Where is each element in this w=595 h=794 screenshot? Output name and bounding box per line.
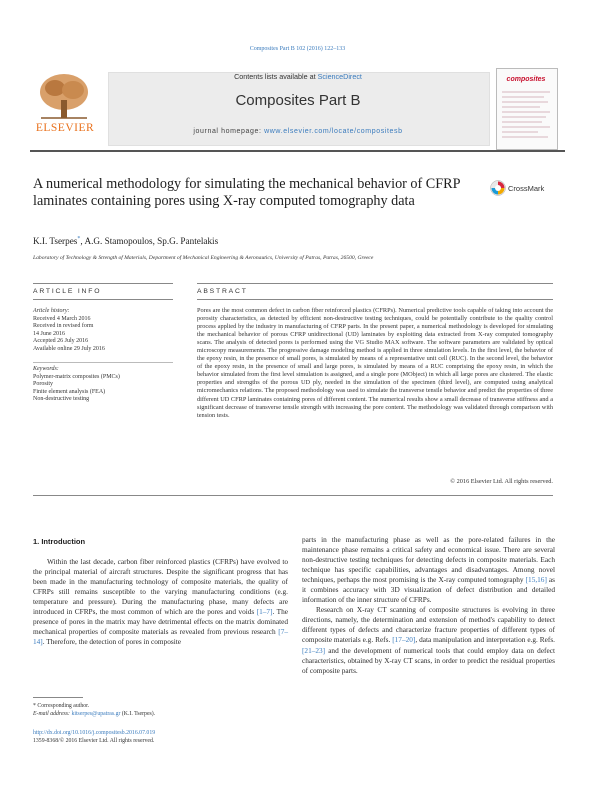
intro-text: . Therefore, the detection of pores in composite: [42, 637, 181, 647]
author-lead[interactable]: K.I. Tserpes: [33, 236, 78, 247]
homepage-prefix: journal homepage:: [193, 128, 265, 135]
article-info-bottom-rule: [33, 299, 173, 300]
intro-text: Research on X-ray CT scanning of composite structures is evolving in three directions, namely, the determination and extension of method's capability to detect different types of defects and characterize fracture properties of different types of composite materials e.g. Refs.: [302, 605, 555, 645]
reference-link[interactable]: [7–14]: [33, 627, 288, 647]
author-rest: , A.G. Stamopoulos, Sp.G. Pantelakis: [80, 236, 219, 247]
contents-available-line: [108, 72, 488, 81]
article-info-heading: ARTICLE INFO: [33, 288, 102, 295]
contents-prefix: Contents lists available at: [234, 72, 318, 81]
left-column: [33, 557, 288, 647]
keyword-item: Non-destructive testing: [33, 396, 90, 402]
intro-text: Within the last decade, carbon fiber reinforced plastics (CFRPs) have evolved to the principal material of aircraft structures. Despite the significant progress that has been made in the manufacturing technology of composite materials, the quality of CFRPs still remains susceptible to the varying manufacturing conditions (e.g. temperature and pressure). During the manufacturing phase, many defects are introduced in CFRPs, the most common of which are the pores and voids: [33, 557, 288, 617]
homepage-link[interactable]: www.elsevier.com/locate/compositesb: [264, 128, 403, 135]
crossmark-icon[interactable]: [490, 180, 506, 196]
footnote-rule: [33, 697, 83, 698]
doi-block: [33, 729, 293, 745]
history-item: Received 4 March 2016: [33, 315, 91, 322]
issn-line: 1359-8368/© 2016 Elsevier Ltd. All rights reserved.: [33, 738, 155, 744]
article-title: A numerical methodology for simulating the mechanical behavior of CFRP laminates containing pores using X-ray computed tomography data: [33, 176, 460, 209]
history-item: Received in revised form: [33, 323, 94, 329]
footnote-block: [33, 702, 293, 718]
keyword-item: Polymer-matrix composites (PMCs): [33, 373, 120, 380]
keyword-item: Finite element analysis (FEA): [33, 388, 106, 395]
cover-title: composites: [506, 76, 546, 83]
elsevier-wordmark: ELSEVIER: [35, 122, 95, 134]
sciencedirect-link[interactable]: ScienceDirect: [317, 72, 362, 81]
email-line: [33, 710, 293, 718]
journal-name: Composites Part B: [235, 92, 361, 109]
header-divider: [30, 150, 565, 152]
right-column: [302, 535, 555, 676]
intro-paragraph-1-cont: [302, 535, 555, 605]
keyword-item: Porosity: [33, 381, 54, 387]
history-item: Accepted 26 July 2016: [33, 338, 89, 344]
doi-link[interactable]: http://dx.doi.org/10.1016/j.compositesb.2016.07.019: [33, 730, 156, 736]
abstract-body: Pores are the most common defect in carbon fiber reinforced plastics (CFRPs). Numerical predictive tools capable of taking into account the porosity characteristics, as detected by efficient non-destructive testing techniques, could be potentially contribute to the quality control process applied by the industry in manufacturing of CFRP parts. In the present paper, a numerical methodology is developed for simulating the mechanical behavior of porous CFRP unidirectional (UD) laminates by exploiting data extracted from X-ray computed tomography scans. The analysis of detected pores is performed using the VG Studio MAX software. The software parameters are validated by optical microscopy measurements. The progressive damage modeling method is applied in three simulation levels. In the first level, the behavior of the epoxy resin, in the presence of small pores, is simulated by means of a representative unit cell (RUC). In the second level, the behavior of the epoxy resin, in the presence of small and large pores, is simulated by means of a RUC comprising the epoxy resin, in which the behavior simulated from the first level simulation is assigned, and a single pore (MObject) in which all large pores are clustered. The elastic properties and strengths of the porous UD ply, needed in the simulation of the specimen (third level), are computed using analytical micromechanics relations. The proposed methodology was used to simulate the transverse tensile behavior and predict the properties of three different UD CFRP laminates containing pores of different content. The numerical results show a small decrease of transverse stiffness and a significant decrease of transverse tensile strength with increasing the pore content. The methodology was validated through comparison with tension tests.: [197, 307, 553, 419]
corresponding-author-note: * Corresponding author.: [33, 703, 90, 709]
corresponding-mark[interactable]: *: [77, 236, 81, 242]
keywords-block: [33, 366, 173, 404]
info-separator: [33, 362, 173, 363]
abstract-heading: ABSTRACT: [197, 288, 248, 295]
reference-link[interactable]: [17–20]: [392, 635, 416, 645]
article-info-block: [33, 308, 173, 353]
keywords-label: Keywords:: [33, 366, 59, 372]
history-item: Available online 29 July 2016: [33, 345, 105, 352]
intro-text: as it combines accuracy with 3D visualization of defect distribution and detailed information of the inner structure of CFRPs.: [302, 575, 556, 605]
email-link[interactable]: kitserpes@upatras.gr: [71, 711, 121, 717]
intro-text: and the development of numerical tools that could employ data on defect characteristics, obtained by X-ray CT scans, in order to predict the residual properties of composite parts.: [302, 645, 555, 675]
email-suffix: (K.I. Tserpes).: [120, 711, 156, 717]
intro-text: . The presence of pores in the matrix may have detrimental effects on the matrix dominated mechanical properties of composite materials as revealed from previous research: [33, 607, 288, 637]
abstract-bottom-rule: [197, 299, 553, 300]
journal-homepage-line: [108, 128, 488, 135]
cover-content-lines: [500, 88, 552, 144]
history-item: 14 June 2016: [33, 330, 65, 337]
reference-link[interactable]: [15,16]: [525, 575, 547, 585]
intro-text: , data manipulation and interpretation e.g. Refs.: [415, 635, 555, 645]
body-divider: [33, 495, 553, 496]
intro-paragraph-2: [302, 605, 555, 675]
article-info-top-rule: [33, 283, 173, 284]
history-label: Article history:: [33, 308, 70, 314]
intro-text: parts in the manufacturing phase as well as the pore-related failures in the maintenance phase remains a critical safety and economical issue. There are several non-destructive testing techniques for detecting defects in composite materials. Each technique has specific capabilities, advantages and disadvantages. Among novel techniques, perhaps the most promising is the X-ray computed tomography: [302, 535, 555, 585]
introduction-heading: 1. Introduction: [33, 537, 86, 546]
author-affiliation: Laboratory of Technology & Strength of Materials, Department of Mechanical Engineering & Aeronautics, University of Patras, Patras, 26500, Greece: [33, 255, 374, 261]
author-list: [33, 236, 218, 246]
abstract-copyright: © 2016 Elsevier Ltd. All rights reserved.: [450, 478, 553, 485]
journal-citation[interactable]: Composites Part B 102 (2016) 122–133: [249, 46, 346, 52]
intro-paragraph-1: [33, 557, 288, 647]
crossmark-label[interactable]: CrossMark: [508, 184, 545, 193]
reference-link[interactable]: [1–7]: [256, 607, 273, 617]
reference-link[interactable]: [21–23]: [302, 645, 326, 655]
abstract-top-rule: [197, 283, 553, 284]
email-label: E-mail address:: [33, 711, 72, 717]
